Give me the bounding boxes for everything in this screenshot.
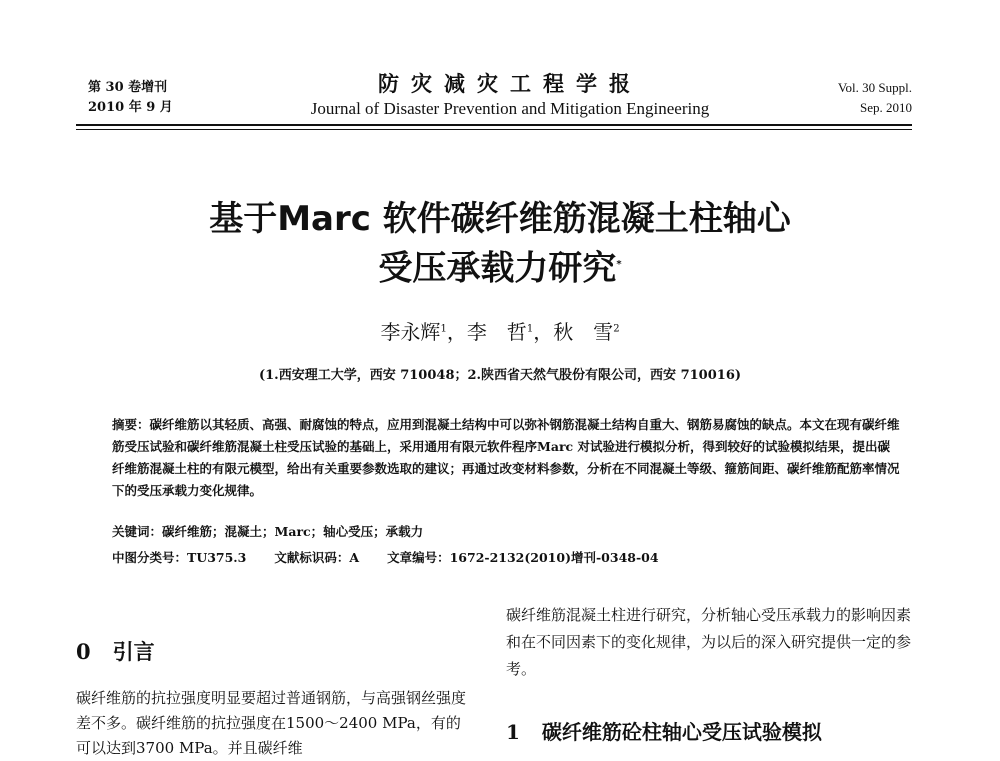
journal-name	[230, 70, 790, 120]
journal-name-en: Journal of Disaster Prevention and Mitigation Engineering	[310, 99, 710, 118]
title-line-2-text: 受压承载力研究	[378, 248, 617, 289]
keywords-text: 碳纤维筋；混凝土；Marc；轴心受压；承载力	[162, 524, 424, 539]
doc-code-value: A	[349, 550, 360, 565]
author-3-affil: 2	[613, 323, 620, 335]
author-2: 李 哲	[466, 320, 527, 344]
intro-paragraph: 碳纤维筋的抗拉强度明显要超过普通钢筋，与高强钢丝强度差不多。碳纤维筋的抗拉强度在1500～2400 MPa，有的可以达到3700 MPa。并且碳纤维	[76, 689, 467, 757]
header-rule-thin	[76, 129, 912, 130]
clc-label: 中图分类号：	[112, 550, 188, 565]
author-3: 秋 雪	[553, 320, 614, 344]
author-1: 李永辉	[380, 320, 441, 344]
section-title: 引言	[112, 640, 155, 664]
section-0-heading	[76, 636, 155, 666]
right-column-paragraph: 碳纤维筋混凝土柱进行研究，分析轴心受压承载力的影响因素和在不同因素下的变化规律，为以后的深入研究提供一定的参考。	[506, 606, 912, 678]
volume-line-en: Vol. 30 Suppl.	[837, 80, 912, 95]
title-footnote-mark: *	[616, 259, 622, 270]
section-number: 0	[76, 639, 91, 664]
author-2-affil: 1	[526, 323, 534, 335]
author-separator: ，	[533, 320, 554, 344]
article-number-value: 1672-2132(2010)增刊-0348-04	[449, 550, 659, 565]
volume-line: 第 30 卷增刊	[88, 80, 168, 95]
keywords	[112, 522, 900, 540]
date-line-en: Sep. 2010	[860, 100, 912, 115]
abstract-text: 碳纤维筋以其轻质、高强、耐腐蚀的特点，应用到混凝土结构中可以弥补钢筋混凝土结构自重大、钢筋易腐蚀的缺点。本文在现有碳纤维筋受压试验和碳纤维筋混凝土柱受压试验的基础上，采用通用有限元软件程序Marc 对试验进行模拟分析，得到较好的试验模拟结果，提出碳纤维筋混凝土柱的有限元模型，给出有关重要参数选取的建议；再通过改变材料参数，分析在不同混凝土等级、箍筋间距、碳纤维筋配筋率情况下的受压承载力变化规律。	[112, 417, 900, 498]
article-number-label: 文章编号：	[387, 550, 450, 565]
keywords-label: 关键词：	[112, 524, 163, 539]
author-separator: ，	[446, 320, 467, 344]
journal-volume-info	[88, 78, 173, 118]
clc-value: TU375.3	[187, 550, 247, 565]
header-rule	[76, 124, 912, 126]
section-number: 1	[506, 720, 520, 744]
doc-code-label: 文献标识码：	[274, 550, 350, 565]
section-1-heading	[506, 716, 822, 745]
abstract-label: 摘要：	[112, 417, 150, 432]
journal-name-cn: 防灾减灾工程学报	[378, 71, 642, 96]
paper-title	[100, 196, 900, 291]
section-title: 碳纤维筋砼柱轴心受压试验模拟	[541, 720, 822, 744]
affiliations: (1.西安理工大学，西安 710048；2.陕西省天然气股份有限公司，西安 710016)	[258, 368, 742, 383]
abstract	[112, 414, 900, 502]
title-line-1: 基于Marc 软件碳纤维筋混凝土柱轴心	[209, 199, 791, 239]
title-line-2	[100, 242, 900, 291]
date-line: 2010 年 9 月	[88, 100, 173, 115]
journal-volume-info-en	[838, 78, 912, 118]
author-list	[100, 316, 900, 345]
author-1-affil: 1	[440, 323, 447, 335]
classification-info	[112, 548, 900, 566]
